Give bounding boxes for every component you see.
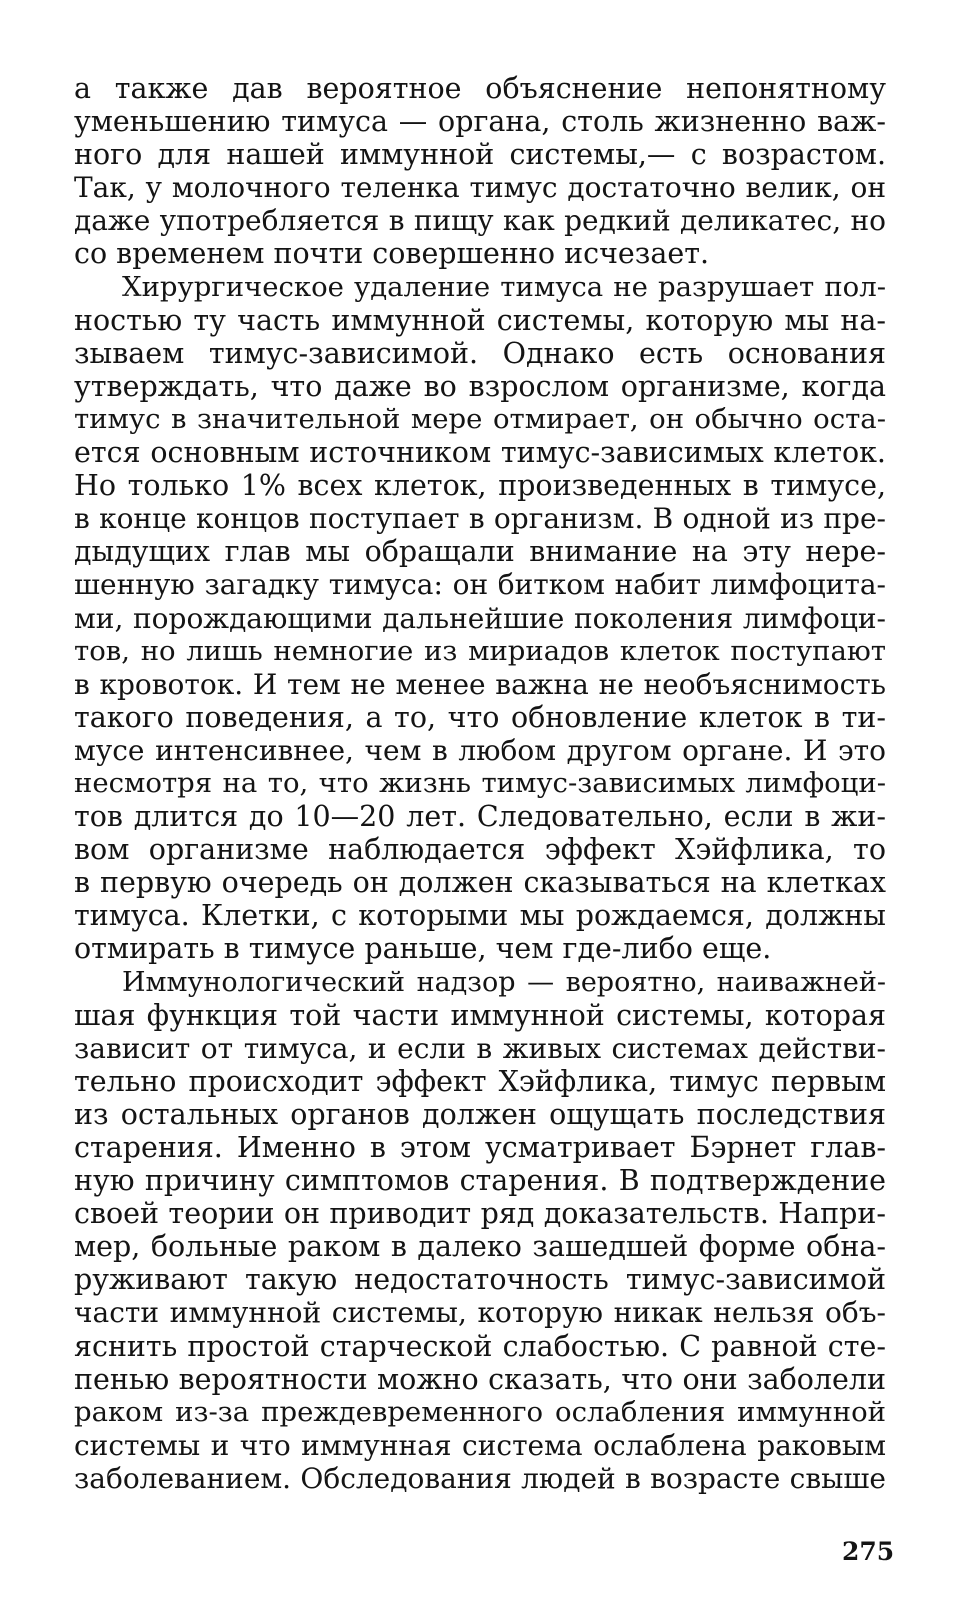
text-line: даже употребляется в пищу как редкий деликатес, но [74,204,886,238]
text-line: мер, больные раком в далеко зашедшей форме обна- [74,1230,886,1264]
text-line: уменьшению тимуса — органа, столь жизненно важ- [74,105,886,139]
text-line: Иммунологический надзор — вероятно, наиважней- [122,966,886,998]
text-line: тов длится до 10—20 лет. Следовательно, если в жи- [74,800,886,834]
text-line: вом организме наблюдается эффект Хэйфлика, то [74,833,886,867]
text-line: Так, у молочного теленка тимус достаточно велик, он [74,171,886,205]
text-line: тов, но лишь немногие из мириадов клеток поступают [74,634,886,667]
text-line: ную причину симптомов старения. В подтверждение [74,1164,886,1198]
text-line: ного для нашей иммунной системы,— с возрастом. [74,138,886,172]
text-line: раком из-за преждевременного ослабления иммунной [74,1395,886,1428]
text-line: ностью ту часть иммунной системы, которую мы на- [74,303,886,337]
text-line: системы и что иммунная система ослаблена раковым [74,1428,886,1462]
paragraph [74,271,886,966]
text-line: отмирать в тимусе раньше, чем где-либо еще. [74,932,772,966]
text-line: со временем почти совершенно исчезает. [74,237,710,271]
text-line: яснить простой старческой слабостью. С равной сте- [74,1329,886,1363]
text-line: старения. Именно в этом усматривает Бэрнет глав- [74,1131,886,1164]
text-line: шая функция той части иммунной системы, которая [74,998,886,1032]
text-line: руживают такую недостаточность тимус-зависимой [74,1263,886,1297]
text-line: части иммунной системы, которую никак нельзя объ- [74,1296,886,1330]
text-line: дыдущих глав мы обращали внимание на эту нере- [74,535,886,569]
text-line: тимус в значительной мере отмирает, он обычно оста- [74,402,886,435]
text-line: в конце концов поступает в организм. В одной из пре- [74,502,886,536]
text-line: несмотря на то, что жизнь тимус-зависимых лимфоци- [74,766,886,799]
text-line: тимуса. Клетки, с которыми мы рождаемся, должны [74,899,886,933]
text-line: из остальных органов должен ощущать последствия [74,1097,886,1131]
text-line: утверждать, что даже во взрослом организме, когда [74,369,886,403]
text-line: а также дав вероятное объяснение непонятному [74,72,886,105]
text-line: мусе интенсивнее, чем в любом другом органе. И это [74,733,886,767]
text-line: заболеванием. Обследования людей в возрасте свыше [74,1461,886,1495]
text-line: ется основным источником тимус-зависимых клеток. [74,436,886,470]
text-line: зависит от тимуса, и если в живых системах действи- [74,1031,886,1065]
text-line: Хирургическое удаление тимуса не разрушает пол- [122,270,886,303]
text-line: пенью вероятности можно сказать, что они заболели [74,1362,886,1396]
text-line: Но только 1% всех клеток, произведенных в тимусе, [74,469,886,503]
text-line: тельно происходит эффект Хэйфлика, тимус первым [74,1064,886,1098]
paragraph [74,72,886,271]
text-line: такого поведения, а то, что обновление клеток в ти- [74,700,886,734]
text-line: шенную загадку тимуса: он битком набит лимфоцита- [74,568,886,602]
page-number: 275 [842,1537,895,1566]
text-line: в кровоток. И тем не менее важна не необъяснимость [74,667,886,701]
paragraph [74,966,886,1496]
body-text [74,72,886,1495]
text-line: в первую очередь он должен сказываться на клетках [74,866,886,900]
text-line: своей теории он приводит ряд доказательств. Напри- [74,1197,886,1231]
text-line: зываем тимус-зависимой. Однако есть основания [74,336,886,370]
text-line: ми, порождающими дальнейшие поколения лимфоци- [74,601,886,635]
